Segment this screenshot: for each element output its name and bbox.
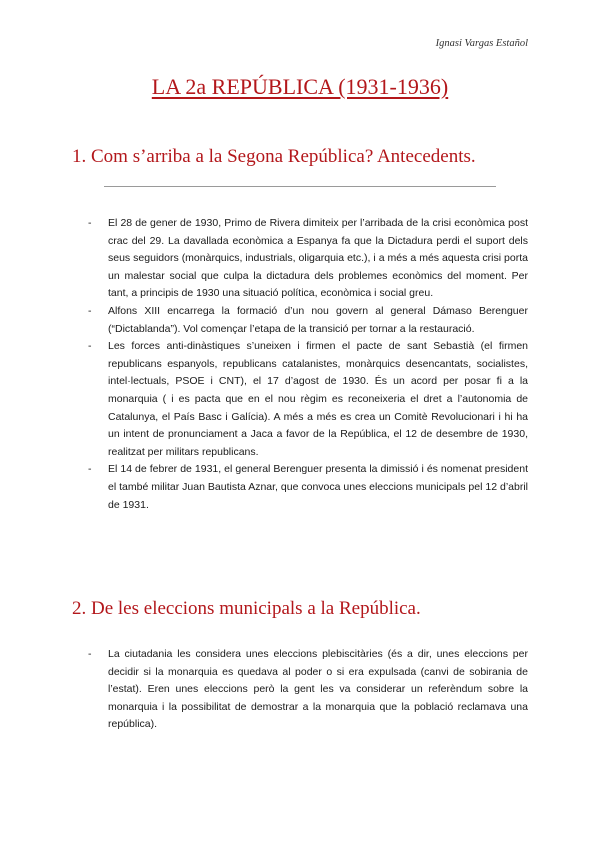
- author-name: Ignasi Vargas Estañol: [435, 38, 528, 49]
- bullet-dash: -: [88, 217, 92, 229]
- list-item: [88, 646, 528, 734]
- elections-list: [88, 646, 528, 734]
- page-title: LA 2a REPÚBLICA (1931-1936): [151, 74, 449, 99]
- section-heading-antecedents: 1. Com s’arriba a la Segona República? Antecedents.: [72, 146, 476, 167]
- list-item-text: Les forces anti-dinàstiques s’uneixen i firmen el pacte de sant Sebastià (el firmen republicans espanyols, republicans catalanistes, monàrquics desencantats, socialistes, intel·lectuals, PSOE i CNT), el 17 d’agost de 1930. És un acord per posar fi a la monarquia ( i es pacta que en el nou règim es reconeixeria el dret a l’autonomia de Catalunya, el País Basc i Galícia). A més a més es crea un Comitè Revolucionari i hi ha un intent de pronunciament a Jaca a favor de la República, el 12 de desembre de 1930, realitzat per militars republicans.: [108, 340, 528, 458]
- bullet-dash: -: [88, 340, 92, 353]
- divider: [104, 186, 496, 187]
- list-item-text: La ciutadania les considera unes eleccions plebiscitàries (és a dir, unes eleccions per decidir si la monarquia es quedava al poder o si era expulsada (canvi de sobirania de l’estat). Eren unes eleccions però la gent les va considerar un referèndum sobre la monarquia i la possibilitat de demostrar a la monarquia que la població reclamava una república).: [108, 648, 528, 731]
- list-item-text: El 28 de gener de 1930, Primo de Rivera dimiteix per l’arribada de la crisi econòmica post crac del 29. La davallada econòmica a Espanya fa que la Dictadura perdi el suport dels seus seguidors (monàrquics, industrials, oligarquia etc.), i a més a més aquesta crisi porta un malestar social que culpa la dictadura dels problemes econòmics del moment. Per tant, a principis de 1930 una situació política, econòmica i social greu.: [108, 217, 528, 300]
- list-item: [88, 215, 528, 303]
- bullet-dash: -: [88, 304, 92, 317]
- bullet-dash: -: [88, 463, 92, 476]
- antecedents-list: [88, 215, 528, 514]
- list-item: [88, 303, 528, 338]
- list-item: [88, 461, 528, 514]
- list-item-text: El 14 de febrer de 1931, el general Berenguer presenta la dimissió i és nomenat president el també militar Juan Bautista Aznar, que convoca unes eleccions municipals pel 12 d’abril de 1931.: [108, 463, 528, 511]
- list-item-text: Alfons XIII encarrega la formació d’un nou govern al general Dámaso Berenguer (“Dictablanda”). Vol començar l’etapa de la transició per tornar a la restauració.: [108, 304, 528, 335]
- list-item: [88, 338, 528, 461]
- section-heading-elections: 2. De les eleccions municipals a la República.: [72, 598, 421, 619]
- bullet-dash: -: [88, 648, 92, 660]
